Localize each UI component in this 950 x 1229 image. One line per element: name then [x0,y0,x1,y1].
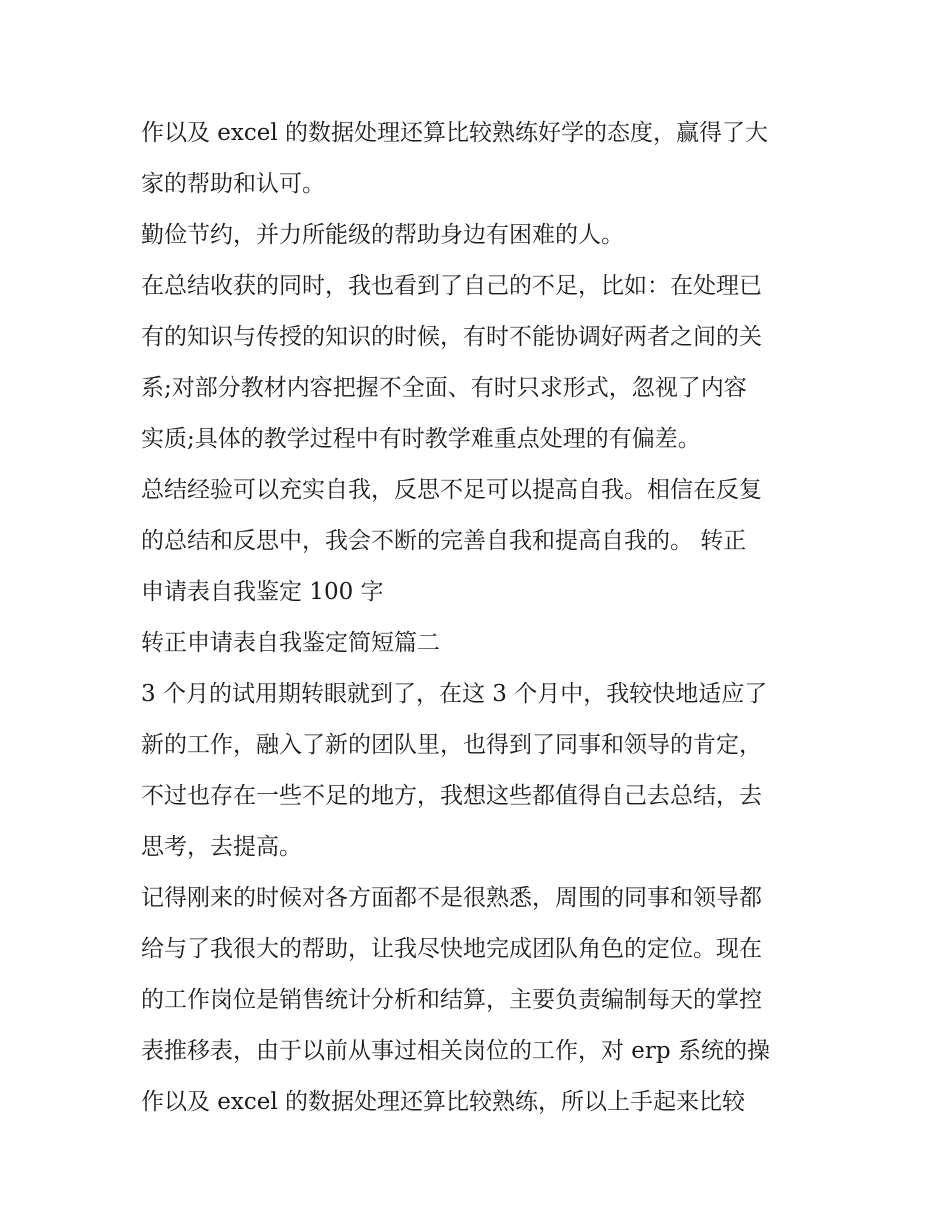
text-line: 在总结收获的同时，我也看到了自己的不足，比如：在处理已 [141,273,762,299]
text-line: 勤俭节约，并力所能级的帮助身边有困难的人。 [141,222,624,248]
text-line: 总结经验可以充实自我，反思不足可以提高自我。相信在反复 [141,477,762,503]
text-line: 3 个月的试用期转眼就到了，在这 3 个月中，我较快地适应了 [141,681,768,707]
paragraph-6 [141,873,821,1128]
text-line: 记得刚来的时候对各方面都不是很熟悉，周围的同事和领导都 [141,885,762,911]
text-line: 思考，去提高。 [141,834,302,860]
text-line: 家的帮助和认可。 [141,171,325,197]
text-line: 系;对部分教材内容把握不全面、有时只求形式，忽视了内容 [141,375,747,401]
text-line: 的总结和反思中，我会不断的完善自我和提高自我的。 转正 [141,528,747,554]
section-heading [141,618,821,669]
text-line: 不过也存在一些不足的地方，我想这些都值得自己去总结，去 [141,783,762,809]
text-line: 作以及 excel 的数据处理还算比较熟练，所以上手起来比较 [141,1089,746,1115]
paragraph-1 [141,108,821,210]
text-line: 表推移表，由于以前从事过相关岗位的工作，对 erp 系统的操 [141,1038,770,1064]
text-line: 的工作岗位是销售统计分析和结算，主要负责编制每天的掌控 [141,987,762,1013]
paragraph-3 [141,261,821,465]
paragraph-5 [141,669,821,873]
paragraph-2 [141,210,821,261]
text-line: 实质;具体的教学过程中有时教学难重点处理的有偏差。 [141,426,701,452]
text-line: 申请表自我鉴定 100 字 [141,579,384,605]
paragraph-4 [141,465,821,618]
text-line: 新的工作，融入了新的团队里，也得到了同事和领导的肯定， [141,732,762,758]
text-line: 有的知识与传授的知识的时候，有时不能协调好两者之间的关 [141,324,762,350]
heading-line: 转正申请表自我鉴定简短篇二 [141,630,440,656]
text-line: 给与了我很大的帮助，让我尽快地完成团队角色的定位。现在 [141,936,762,962]
document-body [141,108,821,1128]
text-line: 作以及 excel 的数据处理还算比较熟练好学的态度，赢得了大 [141,120,769,146]
